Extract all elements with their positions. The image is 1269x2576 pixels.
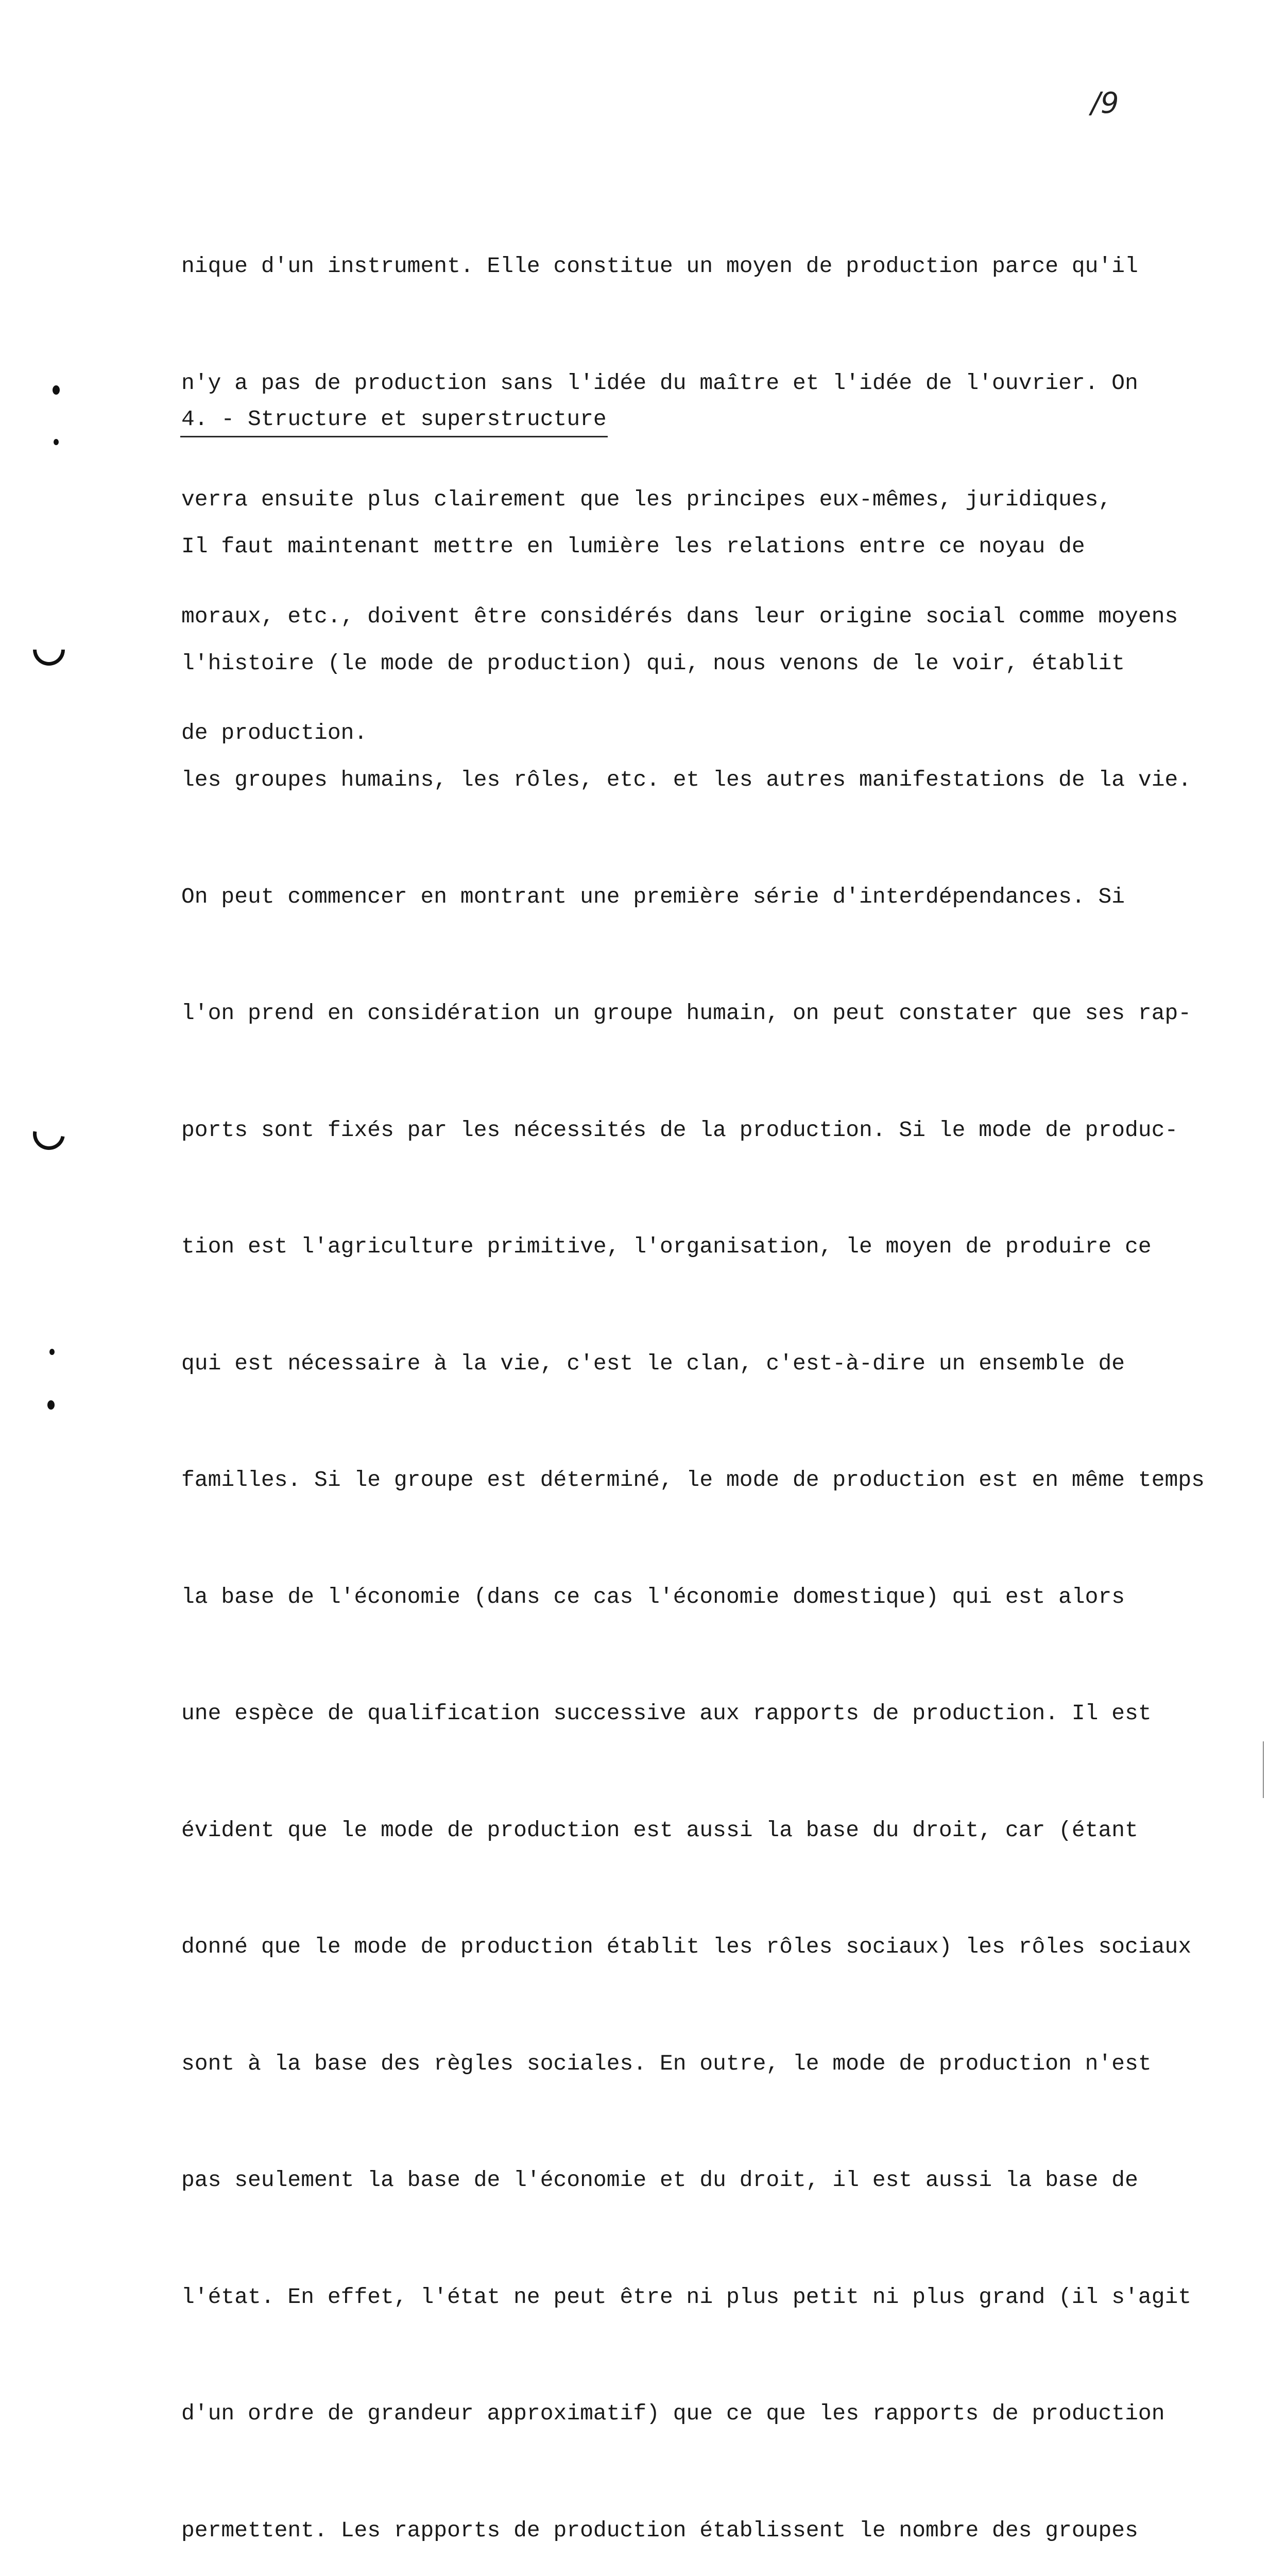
text-line: verra ensuite plus clairement que les principes eux-mêmes, juridiques, bbox=[181, 487, 1112, 512]
text-line: qui est nécessaire à la vie, c'est le clan, c'est-à-dire un ensemble de bbox=[181, 1350, 1125, 1376]
punch-hole-mark bbox=[27, 1112, 71, 1156]
text-line: de production. bbox=[181, 720, 368, 745]
margin-dot-mark bbox=[47, 1400, 55, 1410]
heading-underline bbox=[180, 436, 608, 437]
text-line: la base de l'économie (dans ce cas l'économie domestique) qui est alors bbox=[181, 1584, 1125, 1609]
text-line: évident que le mode de production est aussi la base du droit, car (étant bbox=[181, 1817, 1138, 1843]
text-line: moraux, etc., doivent être considérés dans leur origine social comme moyens bbox=[181, 603, 1178, 629]
text-line: ports sont fixés par les nécessités de la production. Si le mode de produc- bbox=[181, 1117, 1178, 1143]
punch-hole-mark bbox=[26, 627, 72, 672]
margin-dot-mark bbox=[54, 439, 59, 445]
text-line: pas seulement la base de l'économie et du droit, il est aussi la base de bbox=[181, 2167, 1138, 2193]
text-line: permettent. Les rapports de production établissent le nombre des groupes bbox=[181, 2517, 1138, 2543]
text-line: l'histoire (le mode de production) qui, nous venons de le voir, établit bbox=[181, 650, 1125, 676]
text-line: l'on prend en considération un groupe humain, on peut constater que ses rap- bbox=[181, 1001, 1192, 1026]
section-paragraph bbox=[181, 449, 1206, 2576]
text-line: Il faut maintenant mettre en lumière les relations entre ce noyau de bbox=[181, 534, 1085, 559]
text-line: une espèce de qualification successive aux rapports de production. Il est bbox=[181, 1701, 1152, 1726]
text-line: les groupes humains, les rôles, etc. et les autres manifestations de la vie. bbox=[181, 767, 1192, 792]
text-line: sont à la base des règles sociales. En outre, le mode de production n'est bbox=[181, 2050, 1152, 2076]
text-line: tion est l'agriculture primitive, l'organisation, le moyen de produire ce bbox=[181, 1234, 1152, 1259]
section-heading: 4. - Structure et superstructure bbox=[181, 406, 607, 432]
margin-dot-mark bbox=[49, 1349, 55, 1355]
text-line: l'état. En effet, l'état ne peut être ni plus petit ni plus grand (il s'agit bbox=[181, 2284, 1192, 2310]
text-line: n'y a pas de production sans l'idée du maître et l'idée de l'ouvrier. On bbox=[181, 370, 1138, 396]
text-line: donné que le mode de production établit les rôles sociaux) les rôles sociaux bbox=[181, 1934, 1192, 1959]
text-line: nique d'un instrument. Elle constitue un moyen de production parce qu'il bbox=[181, 253, 1138, 279]
page-number: /9 bbox=[1091, 87, 1119, 120]
margin-dot-mark bbox=[53, 385, 60, 395]
page-edge-mark bbox=[1263, 1741, 1264, 1798]
text-line: On peut commencer en montrant une première série d'interdépendances. Si bbox=[181, 884, 1125, 909]
text-line: d'un ordre de grandeur approximatif) que ce que les rapports de production bbox=[181, 2401, 1165, 2426]
text-line: familles. Si le groupe est déterminé, le mode de production est en même temps bbox=[181, 1467, 1205, 1493]
